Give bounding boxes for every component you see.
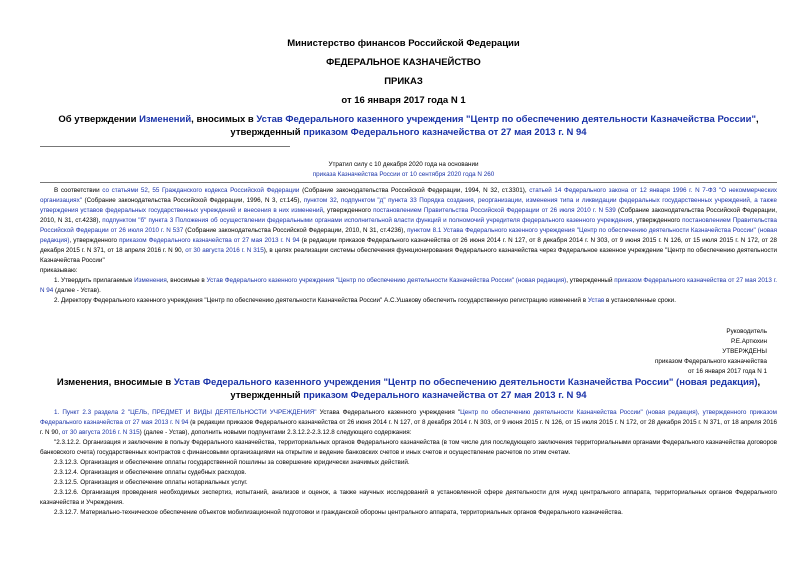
- divider: [40, 146, 290, 147]
- text: (в редакции приказов Федерального казначейства от 26 июня 2014 г. N 127, от 8 декабря 2014 г. N 303, от 9 июня 2015 г. N 126, от 15 июля 2015 г. N 172, от 28 декабря 2015 г. N 371, от 18 апреля 2016 г. N 90,: [40, 237, 777, 254]
- text: ,: [147, 187, 153, 194]
- text: , вносимые в: [166, 277, 207, 284]
- order-item-2: [40, 296, 777, 306]
- text: (Собрание законодательства Российской Федерации, 1994, N 32, ст.3301),: [299, 187, 530, 194]
- link[interactable]: Устав: [587, 297, 605, 304]
- change-item-1: [40, 408, 777, 438]
- link[interactable]: подпунктом "б" пункта 3 Положения об осуществлении федеральными органами исполнительной власти функций и полномочий учредителя федерального казенного учреждения: [102, 217, 633, 224]
- text: (Собрание законодательства Российской Федерации, 2010, N 31, ст.4236),: [183, 227, 408, 234]
- text: (в редакции приказов Федерального казначейства от 26 июня 2014 г. N 127, от 8 декабря 2014 г. N 303, от 9 июня 2015 г. N 126, от 15 июля 2015 г. N 172, от 28 декабря 2015 г. N 371, от 18 апреля 2016 г. N 90,: [40, 419, 778, 436]
- text: , утвержденного: [69, 237, 120, 244]
- approval-order: приказом Федерального казначейства: [655, 358, 767, 365]
- subitem: "2.3.12.2. Организация и заключение в пользу Федерального казначейства, территориальных органов Федерального казначейства (в том числе для последующего заключения территориальными органами Федерального казначейства договоров банковского счета) государственных контрактов с финансовыми организациями на открытие и ведение банковских счетов и иных счетов и осуществление расчетов по этим счетам.: [40, 439, 777, 456]
- document-title: [40, 113, 777, 139]
- text: , утвержденного: [323, 207, 374, 214]
- text: в установленные сроки.: [604, 297, 676, 304]
- order-word: приказываю:: [40, 267, 78, 274]
- title-link-changes[interactable]: Изменений: [139, 114, 192, 125]
- approval-label: УТВЕРЖДЕНЫ: [722, 348, 767, 355]
- approval-date: от 16 января 2017 года N 1: [687, 368, 767, 375]
- text: 1. Утвердить прилагаемые: [54, 277, 135, 284]
- text: ) (далее - Устав), дополнить новыми подпунктами 2.3.12.2-2.3.12.8 следующего содержания:: [139, 429, 412, 436]
- changes-body: [40, 408, 777, 518]
- title-text: , утвержденный: [230, 114, 759, 138]
- doc-type-heading: ПРИКАЗ: [384, 76, 423, 87]
- ministry-heading: Министерство финансов Российской Федерации: [287, 38, 520, 49]
- text: (далее - Устав).: [53, 287, 101, 294]
- link[interactable]: со статьями 52: [102, 187, 148, 194]
- link[interactable]: Изменения: [134, 277, 167, 284]
- annulment-link[interactable]: приказа Казначейства России от 10 сентября 2020 года N 260: [312, 171, 495, 178]
- subitem: 2.3.12.3. Организация и обеспечение оплаты государственной пошлины за совершение юридически значимых действий.: [54, 459, 410, 466]
- order-item-1: [40, 276, 777, 296]
- text: (Собрание законодательства Российской Федерации, 1996, N 3, ст.145),: [81, 197, 304, 204]
- link[interactable]: статьей 14 Федерального закона от 12 января 1996 г. N 7-ФЗ "О некоммерческих организациях": [40, 187, 777, 204]
- changes-title-text: Изменения, вносимые в: [56, 377, 174, 388]
- title-link-charter[interactable]: Устав Федерального казенного учреждения "Центр по обеспечению деятельности Казначейства России": [256, 114, 756, 125]
- title-text: Об утверждении: [58, 114, 140, 125]
- link[interactable]: 1. Пункт 2.3 раздела 2 "ЦЕЛЬ, ПРЕДМЕТ И ВИДЫ ДЕЯТЕЛЬНОСТИ УЧРЕЖДЕНИЯ": [54, 409, 317, 416]
- changes-title-link-order[interactable]: приказом Федерального казначейства от 27 мая 2013 г. N 94: [303, 390, 587, 401]
- text: ,: [336, 197, 341, 204]
- signature-block: [655, 327, 767, 377]
- title-link-order[interactable]: приказом Федерального казначейства от 27 мая 2013 г. N 94: [303, 127, 587, 138]
- text: , утвержденного: [632, 217, 683, 224]
- link[interactable]: постановлением Правительства Российской Федерации от 26 июля 2010 г. N 539: [373, 207, 616, 214]
- subitem: 2.3.12.7. Материально-техническое обеспечение объектов мобилизационной подготовки и гражданской обороны центрального аппарата, территориальных органов Федерального казначейства.: [54, 509, 623, 516]
- signature-position: Руководитель: [726, 328, 767, 335]
- link[interactable]: Устав Федерального казенного учреждения "Центр по обеспечению деятельности Казначейства России" (новая редакция): [206, 277, 567, 284]
- preamble-paragraph: [40, 186, 777, 266]
- subitem: 2.3.12.5. Организация и обеспечение оплаты нотариальных услуг.: [54, 479, 248, 486]
- link[interactable]: постановлением Правительства Российской Федерации от 26 июля 2010 г. N 537: [40, 217, 777, 234]
- link[interactable]: от 30 августа 2016 г. N 315: [185, 247, 264, 254]
- text: , утвержденный: [566, 277, 615, 284]
- link[interactable]: подпунктом "д" пункта 33 Порядка создания, реорганизации, изменения типа и ликвидации федеральных государственных учреждений, а также утверждения уставов федеральных государственных учреждений и внесения в них изменений: [40, 197, 777, 214]
- text: ), в целях реализации системы обеспечения функционирования Федерального казначейства через Федеральное казенное учреждение "Центр по обеспечению деятельности Казначейства России": [40, 247, 777, 264]
- preamble: [40, 186, 777, 306]
- subitem: 2.3.12.4. Организация и обеспечение оплаты судебных расходов.: [54, 469, 247, 476]
- text: Устава Федерального казенного учреждения ": [316, 409, 461, 416]
- link[interactable]: Центр по обеспечению деятельности Казначейства России" (новая редакция), утвержденного приказом Федерального казначейства от 27 мая 2013 г. N 94: [40, 409, 777, 426]
- link[interactable]: 55 Гражданского кодекса Российской Федерации: [152, 187, 300, 194]
- divider: [40, 182, 777, 183]
- link[interactable]: пунктом 8.1 Устава Федерального казенного учреждения "Центр по обеспечению деятельности Казначейства России" (новая редакция): [40, 227, 778, 244]
- changes-title-text: , утвержденный: [230, 377, 761, 401]
- link[interactable]: приказом Федерального казначейства от 27 мая 2013 г. N 94: [40, 277, 777, 294]
- annulment-line: Утратил силу с 10 декабря 2020 года на основании: [328, 161, 479, 168]
- annulment-note: [0, 160, 807, 180]
- changes-title: [40, 376, 777, 402]
- changes-title-link-charter[interactable]: Устав Федерального казенного учреждения "Центр по обеспечению деятельности Казначейства России" (новая редакция): [173, 377, 758, 388]
- link[interactable]: пунктом 32: [303, 197, 337, 204]
- agency-heading: ФЕДЕРАЛЬНОЕ КАЗНАЧЕЙСТВО: [326, 57, 481, 68]
- subitem: 2.3.12.6. Организация проведения необходимых экспертиз, испытаний, анализов и оценок, а также научных исследований в установленной сфере деятельности для нужд центрального аппарата, территориальных органов Федерального казначейства и Учреждения.: [40, 489, 777, 506]
- doc-date: от 16 января 2017 года N 1: [341, 95, 466, 106]
- title-text: , вносимых в: [191, 114, 257, 125]
- link[interactable]: от 30 августа 2016 г. N 315: [61, 429, 140, 436]
- text: 2. Директору Федерального казенного учреждения "Центр по обеспечению деятельности Казначейства России" А.С.Ушакову обеспечить государственную регистрацию изменений в: [54, 297, 588, 304]
- text: В соответствии: [54, 187, 103, 194]
- text: (Собрание законодательства Российской Федерации, 2010, N 31, ст.4238),: [40, 207, 777, 224]
- link[interactable]: приказом Федерального казначейства от 27 мая 2013 г. N 94: [119, 237, 300, 244]
- signature-name: Р.Е.Артюхин: [731, 338, 767, 345]
